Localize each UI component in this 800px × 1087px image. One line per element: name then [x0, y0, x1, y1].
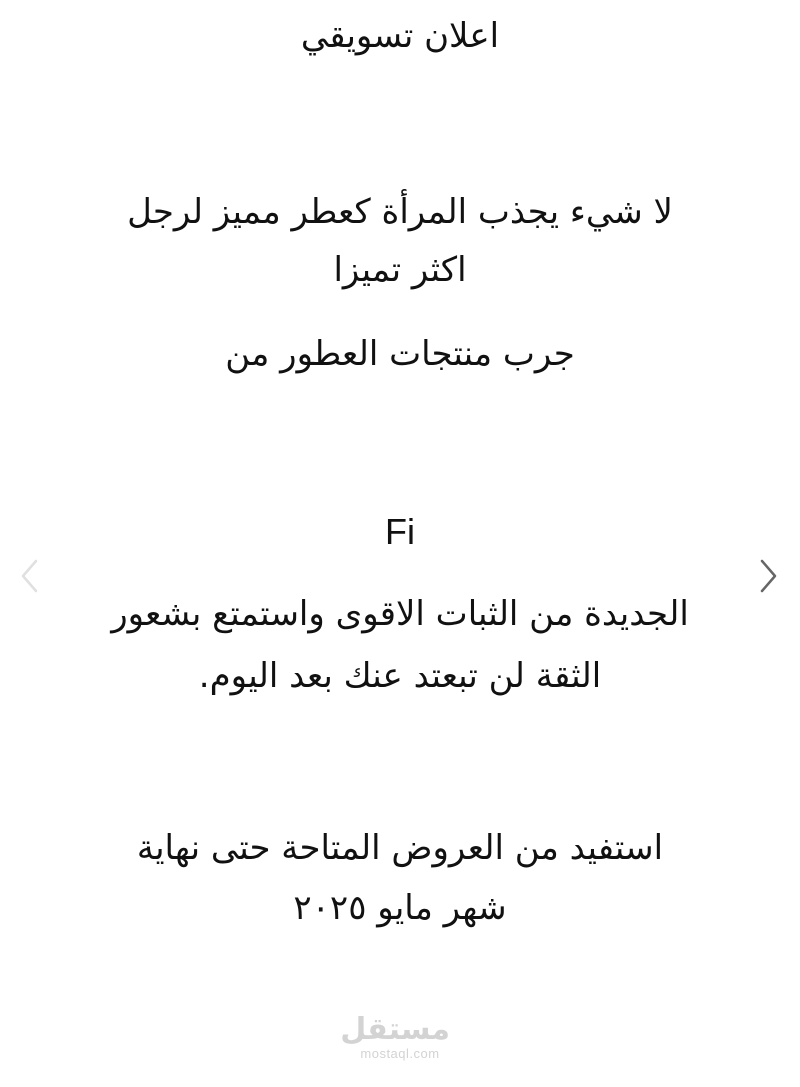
- offer-line-2: شهر مايو ٢٠٢٥: [293, 888, 507, 928]
- headline-line-1: لا شيء يجذب المرأة كعطر مميز لرجل: [127, 192, 673, 232]
- watermark-arabic: مستقل: [340, 1012, 450, 1047]
- body-line-2: الثقة لن تبعتد عنك بعد اليوم.: [198, 656, 602, 696]
- headline-line-2: اكثر تميزا: [333, 250, 467, 290]
- tagline: جرب منتجات العطور من: [225, 334, 575, 374]
- brand-name: Fi: [385, 511, 415, 552]
- mostaql-watermark: [340, 1012, 450, 1061]
- next-slide-button[interactable]: [753, 556, 783, 596]
- body-line-1: الجديدة من الثبات الاقوى واستمتع بشعور: [111, 594, 689, 634]
- offer-line-1: استفيد من العروض المتاحة حتى نهاية: [136, 828, 664, 868]
- chevron-left-icon: [15, 556, 45, 596]
- watermark-latin: mostaql.com: [360, 1046, 440, 1061]
- document-title: اعلان تسويقي: [300, 16, 500, 56]
- prev-slide-button[interactable]: [15, 556, 45, 596]
- chevron-right-icon: [753, 556, 783, 596]
